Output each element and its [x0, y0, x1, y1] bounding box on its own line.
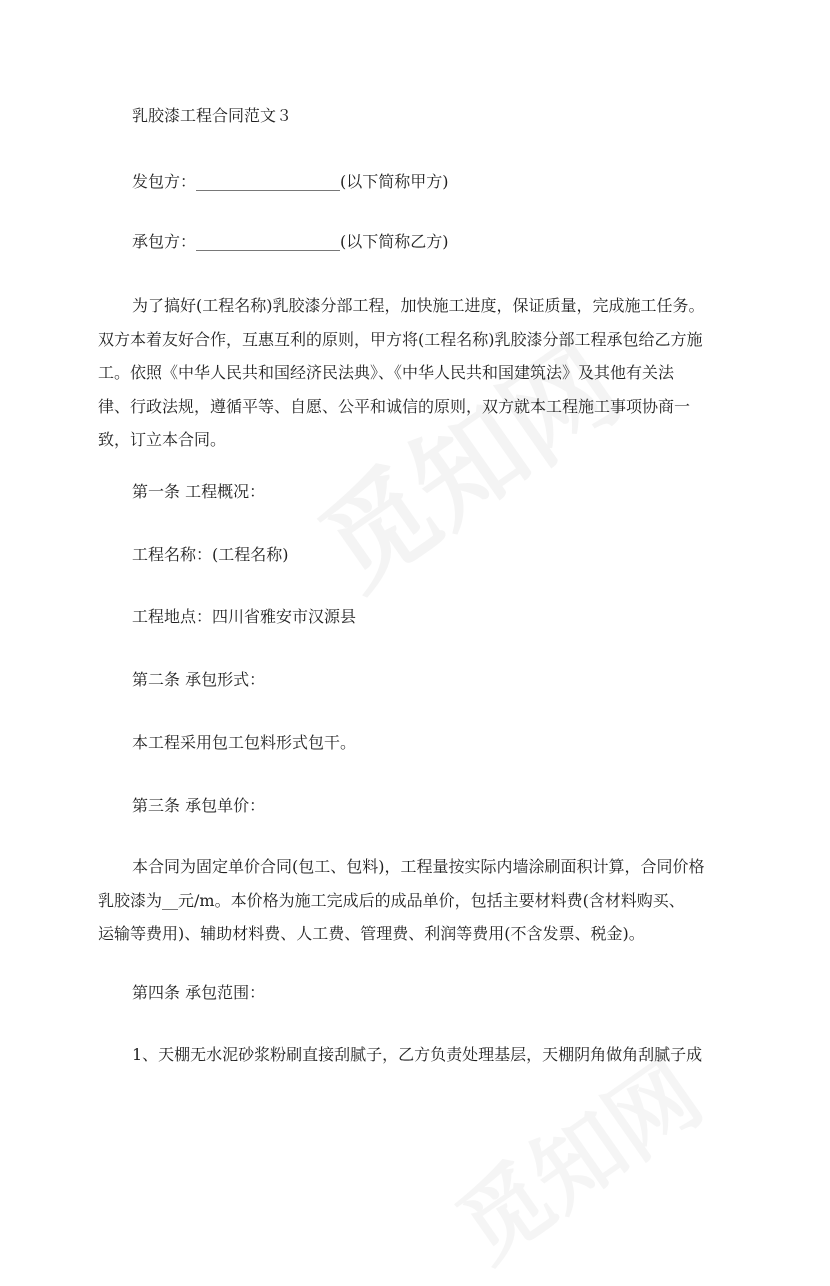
article2-heading: 第二条 承包形式：	[132, 670, 266, 689]
article4-item-1: 1、天棚无水泥砂浆粉刷直接刮腻子，乙方负责处理基层，天棚阴角做角刮腻子成	[132, 1045, 703, 1064]
project-name-line: 工程名称：(工程名称)	[132, 545, 289, 564]
article3-line: 乳胶漆为__元/m。本价格为施工完成后的成品单价，包括主要材料费(含材料购买、	[98, 890, 685, 910]
party-b-line: 承包方：__________________(以下简称乙方)	[132, 232, 449, 251]
project-location-line: 工程地点：四川省雅安市汉源县	[132, 607, 357, 626]
article4-heading: 第四条 承包范围：	[132, 983, 266, 1002]
intro-line: 为了搞好(工程名称)乳胶漆分部工程，加快施工进度，保证质量，完成施工任务。	[132, 296, 705, 315]
document-title: 乳胶漆工程合同范文３	[132, 106, 293, 125]
article3-heading: 第三条 承包单价：	[132, 796, 266, 815]
article3-line: 本合同为固定单价合同(包工、包料)，工程量按实际内墙涂刷面积计算，合同价格	[132, 857, 705, 876]
article3-paragraph	[98, 850, 748, 951]
intro-line: 双方本着友好合作，互惠互利的原则，甲方将(工程名称)乳胶漆分部工程承包给乙方施	[98, 329, 703, 349]
article3-line: 运输等费用)、辅助材料费、人工费、管理费、利润等费用(不含发票、税金)。	[98, 924, 645, 943]
article2-text: 本工程采用包工包料形式包干。	[132, 733, 357, 752]
party-a-line: 发包方：__________________(以下简称甲方)	[132, 172, 449, 191]
article1-heading: 第一条 工程概况：	[132, 482, 266, 501]
intro-line: 律、行政法规，遵循平等、自愿、公平和诚信的原则，双方就本工程施工事项协商一	[98, 396, 691, 416]
intro-line: 工。依照《中华人民共和国经济民法典》、《中华人民共和国建筑法》及其他有关法	[98, 363, 675, 382]
intro-line: 致，订立本合同。	[98, 430, 227, 449]
intro-paragraph	[98, 289, 748, 457]
